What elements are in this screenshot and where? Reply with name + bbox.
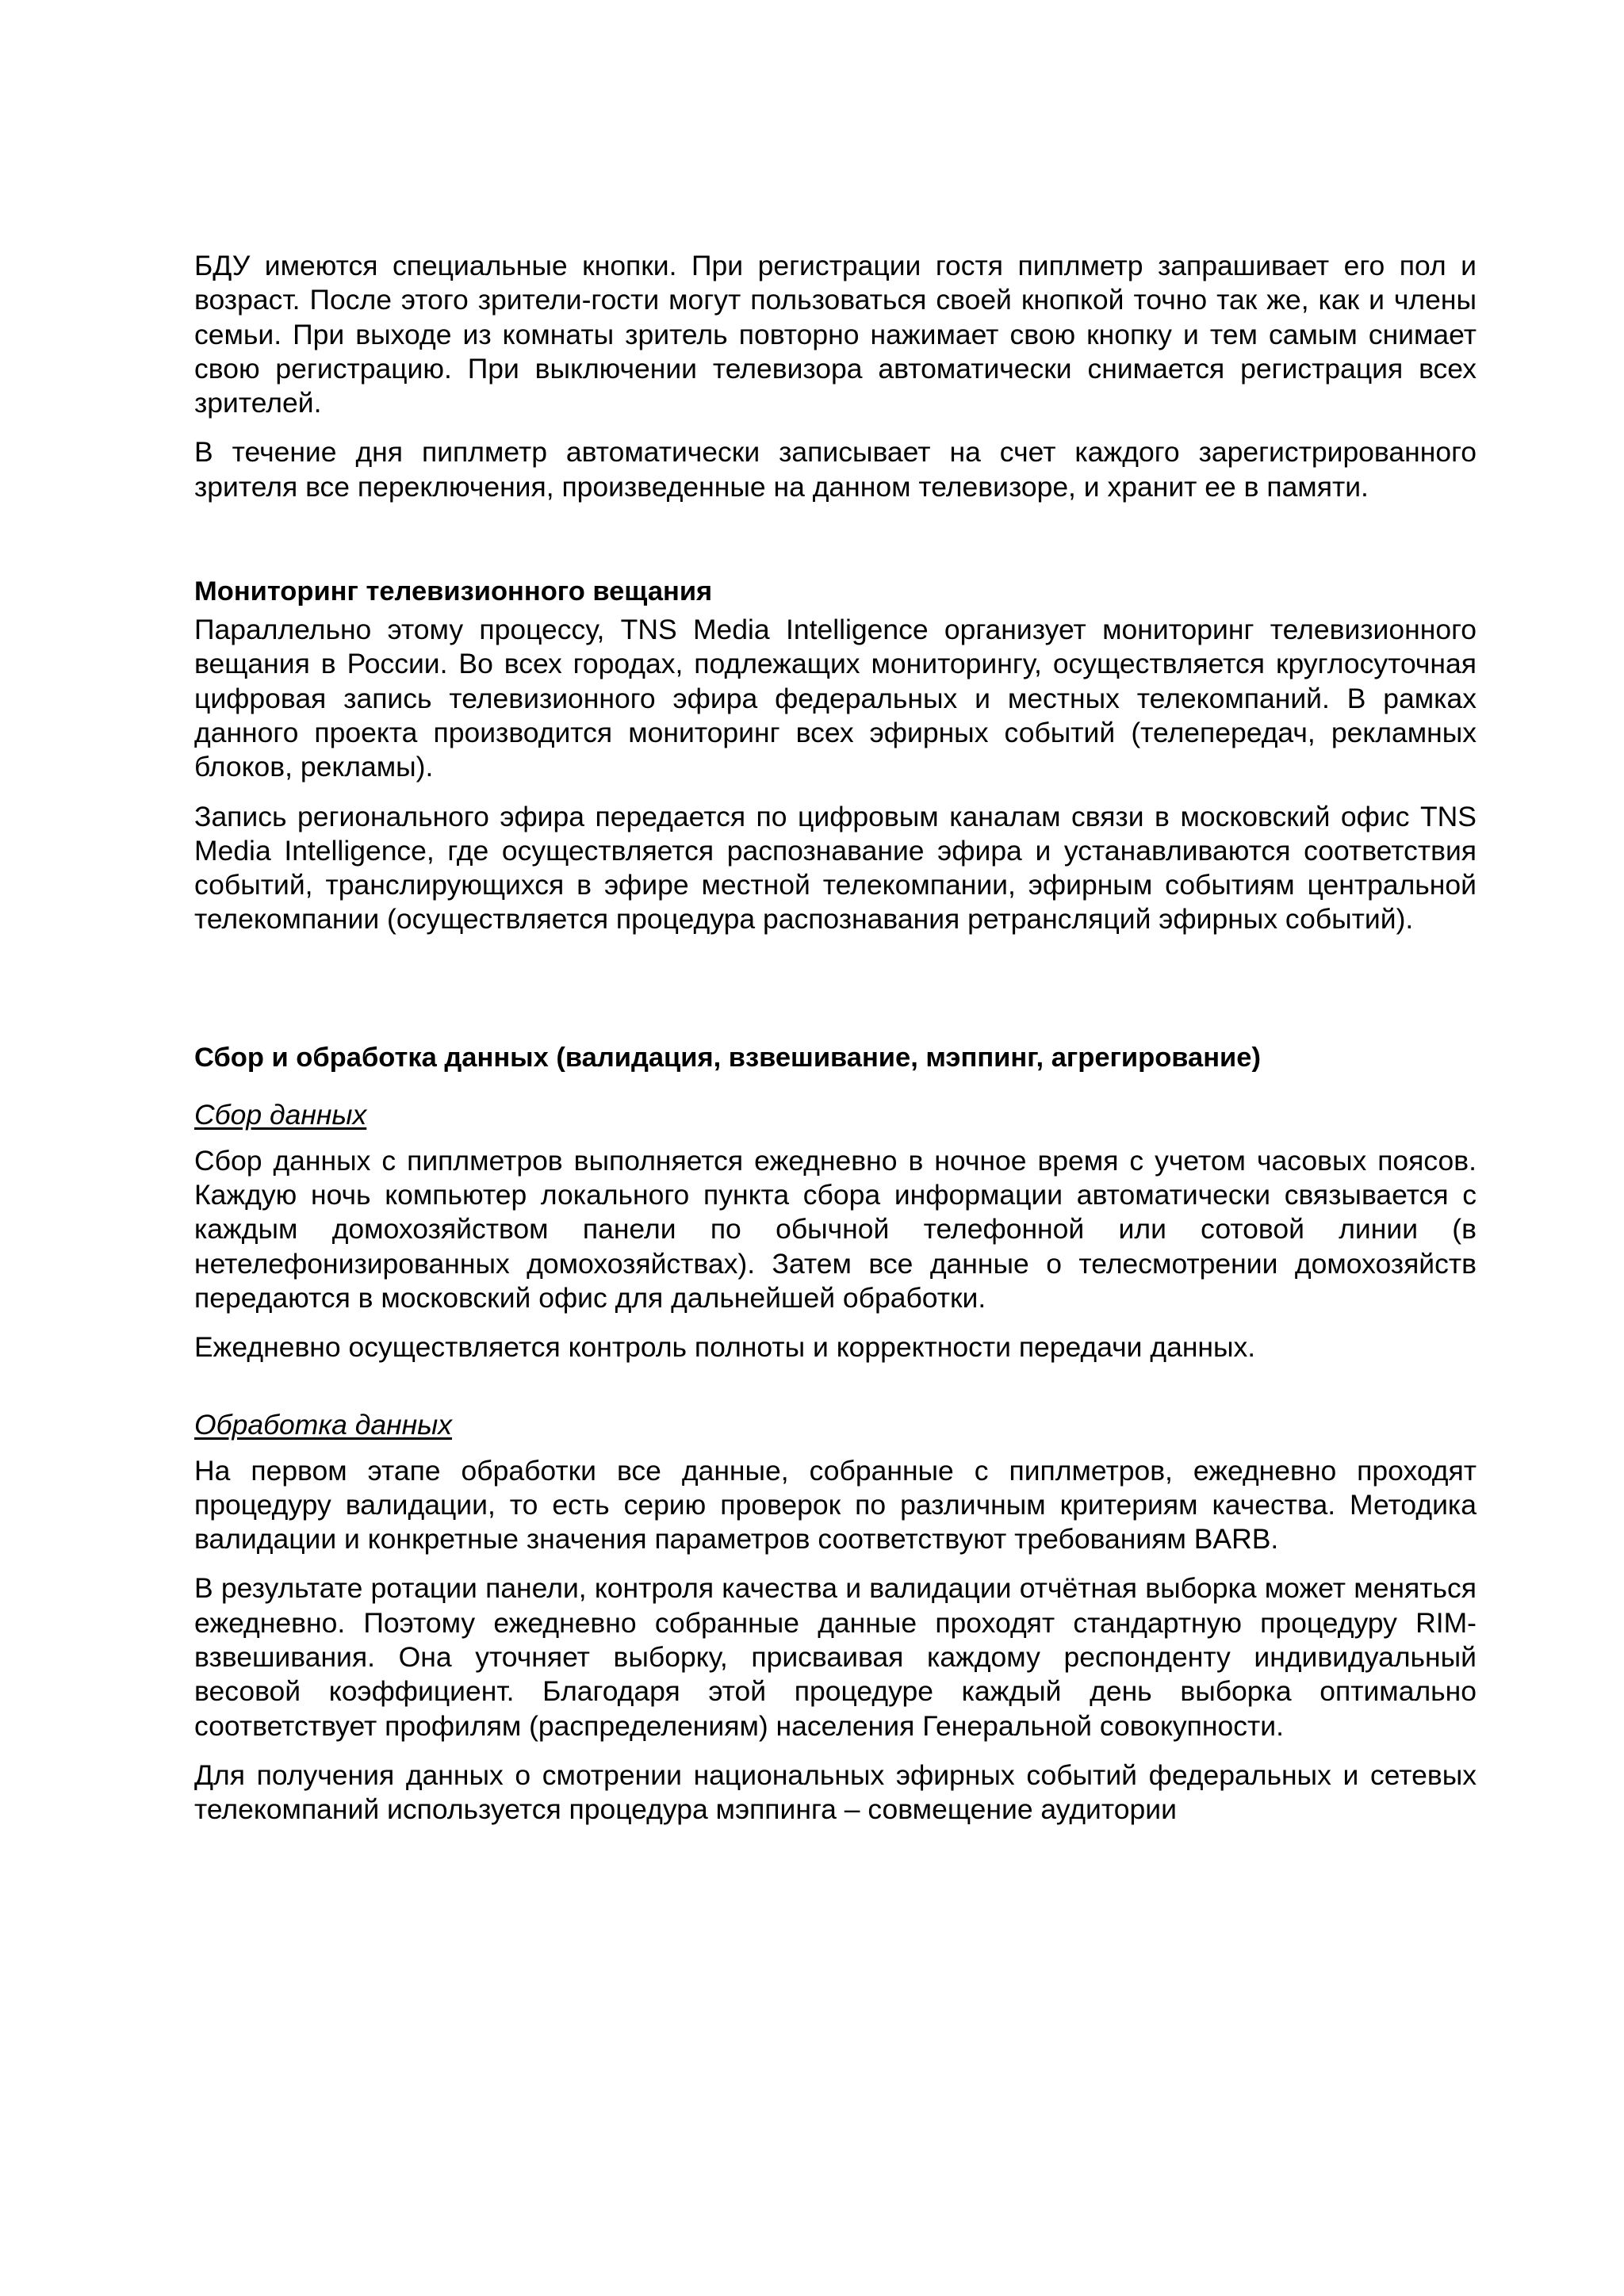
paragraph-monitoring-intro: Параллельно этому процессу, TNS Media Intelligence организует мониторинг телевизионного вещания в России. Во всех городах, подлежащих мониторингу, осуществляется круглосуточная цифровая запись телевизионного эфира федеральных и местных телекомпаний. В рамках данного проекта производится мониторинг всех эфирных событий (телепередач, рекламных блоков, рекламы). <box>194 614 1477 783</box>
paragraph-daily-recording: В течение дня пиплметр автоматически записывает на счет каждого зарегистрированного зрителя все переключения, произведенные на данном телевизоре, и хранит ее в памяти. <box>194 436 1477 503</box>
paragraph-data-collection: Сбор данных с пиплметров выполняется ежедневно в ночное время с учетом часовых поясов. Каждую ночь компьютер локального пункта сбора информации автоматически связывается с каждым домохозяйством панели по обычной телефонной или сотовой линии (в нетелефонизированных домохозяйствах). Затем все данные о телесмотрении домохозяйств передаются в московский офис для дальнейшей обработки. <box>194 1144 1477 1314</box>
paragraph-guest-registration: БДУ имеются специальные кнопки. При регистрации гостя пиплметр запрашивает его пол и возраст. После этого зрители-гости могут пользоваться своей кнопкой точно так же, как и члены семьи. При выходе из комнаты зритель повторно нажимает свою кнопку и тем самым снимает свою регистрацию. При выключении телевизора автоматически снимается регистрация всех зрителей. <box>194 250 1477 419</box>
paragraph-rim-weighting: В результате ротации панели, контроля качества и валидации отчётная выборка может меняться ежедневно. Поэтому ежедневно собранные данные проходят стандартную процедуру RIM-взвешивания. Она уточняет выборку, присваивая каждому респонденту индивидуальный весовой коэффициент. Благодаря этой процедуре каждый день выборка оптимально соответствует профилям (распределениям) населения Генеральной совокупности. <box>194 1572 1477 1742</box>
paragraph-mapping: Для получения данных о смотрении национальных эфирных событий федеральных и сетевых телекомпаний используется процедура мэппинга – совмещение аудитории <box>194 1758 1477 1826</box>
section-heading-monitoring: Мониторинг телевизионного вещания <box>194 576 713 607</box>
section-heading-data-processing: Сбор и обработка данных (валидация, взвешивание, мэппинг, агрегирование) <box>194 1042 1261 1073</box>
document-body <box>194 249 1477 1827</box>
subheading-data-processing: Обработка данных <box>194 1408 453 1441</box>
paragraph-transfer-control: Ежедневно осуществляется контроль полноты и корректности передачи данных. <box>194 1331 1256 1364</box>
subheading-data-collection: Сбор данных <box>194 1098 367 1131</box>
paragraph-regional-broadcast: Запись регионального эфира передается по цифровым каналам связи в московский офис TNS Media Intelligence, где осуществляется распознавание эфира и устанавливаются соответствия событий, транслирующихся в эфире местной телекомпании, эфирным событиям центральной телекомпании (осуществляется процедура распознавания ретрансляций эфирных событий). <box>194 800 1477 936</box>
paragraph-validation: На первом этапе обработки все данные, собранные с пиплметров, ежедневно проходят процедуру валидации, то есть серию проверок по различным критериям качества. Методика валидации и конкретные значения параметров соответствуют требованиям BARB. <box>194 1454 1477 1556</box>
